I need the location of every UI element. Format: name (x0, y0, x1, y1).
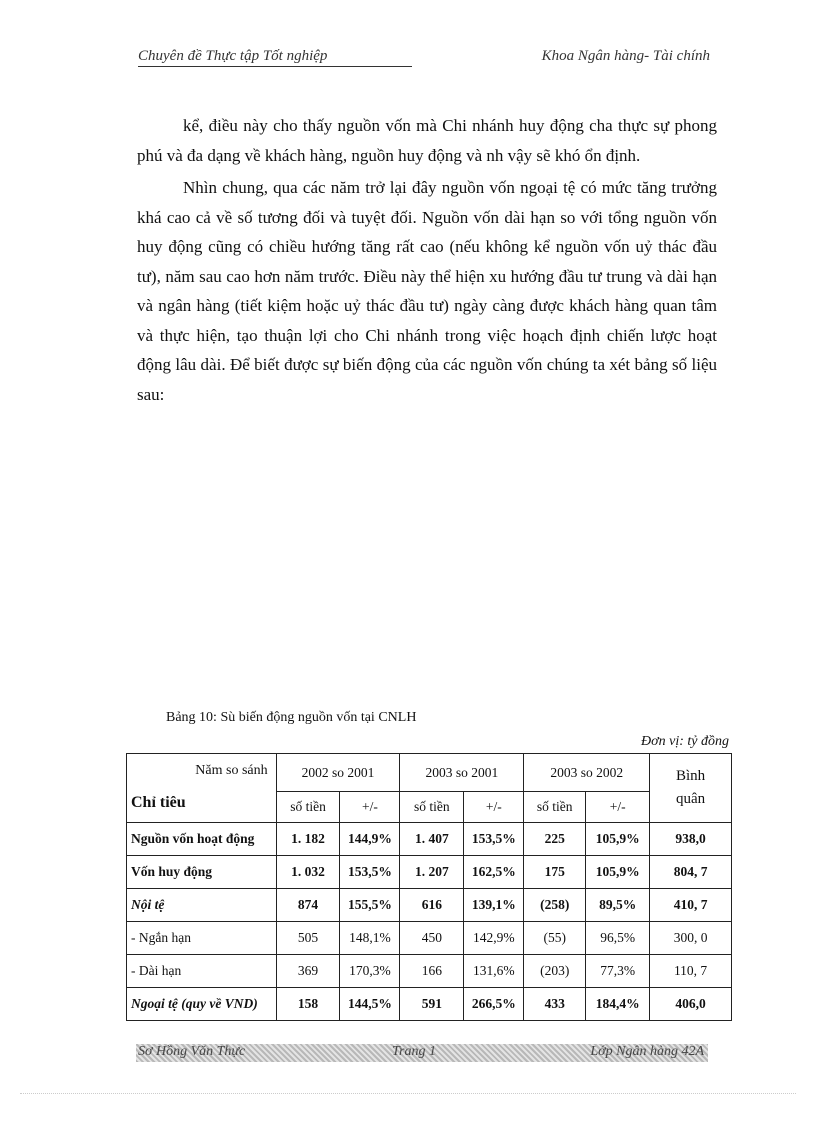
subheader-amount: số tiền (400, 792, 464, 823)
table-cell: 144,5% (340, 988, 400, 1021)
table-caption: Bảng 10: Sù biến động nguồn vốn tại CNLH (166, 710, 417, 725)
table-cell: 225 (524, 823, 586, 856)
table-cell: 1. 182 (276, 823, 340, 856)
table-cell: 110, 7 (650, 955, 732, 988)
row-label: - Dài hạn (127, 955, 277, 988)
table-cell: 153,5% (464, 823, 524, 856)
page-footer (136, 1044, 708, 1062)
table-unit: Đơn vị: tỷ đồng (641, 734, 729, 749)
table-cell: (203) (524, 955, 586, 988)
table-cell: 410, 7 (650, 889, 732, 922)
average-header-line: quân (675, 791, 706, 807)
table-row (127, 823, 732, 856)
table-cell: 591 (400, 988, 464, 1021)
table-cell: 406,0 (650, 988, 732, 1021)
table-row (127, 856, 732, 889)
average-header-line: Bình (675, 768, 706, 784)
table-cell: 148,1% (340, 922, 400, 955)
row-label: Ngoại tệ (quy về VND) (127, 988, 277, 1021)
group-header: 2003 so 2001 (400, 754, 524, 792)
table-cell: (55) (524, 922, 586, 955)
footer-author: Sơ Hồng Văn Thực (138, 1044, 246, 1059)
table-cell: 142,9% (464, 922, 524, 955)
table-cell: 175 (524, 856, 586, 889)
table-cell: 266,5% (464, 988, 524, 1021)
group-header: 2003 so 2002 (524, 754, 650, 792)
subheader-pct: +/- (464, 792, 524, 823)
table-corner-header (127, 754, 277, 823)
table-row (127, 889, 732, 922)
table-cell: 433 (524, 988, 586, 1021)
header-right-title: Khoa Ngân hàng- Tài chính (541, 48, 710, 64)
table-cell: 162,5% (464, 856, 524, 889)
subheader-amount: số tiền (276, 792, 340, 823)
footer-page-number: Trang 1 (392, 1044, 436, 1059)
table-cell: 77,3% (586, 955, 650, 988)
header-left-title: Chuyên đề Thực tập Tốt nghiệp (138, 48, 412, 67)
table-row (127, 955, 732, 988)
subheader-pct: +/- (586, 792, 650, 823)
row-label: Nguồn vốn hoạt động (127, 823, 277, 856)
table-cell: 96,5% (586, 922, 650, 955)
capital-change-table (126, 753, 732, 1021)
row-label: Nội tệ (127, 889, 277, 922)
table-cell: 369 (276, 955, 340, 988)
table-cell: 144,9% (340, 823, 400, 856)
table-row (127, 988, 732, 1021)
page-bottom-divider (20, 1093, 796, 1094)
table-cell: 505 (276, 922, 340, 955)
table-cell: 874 (276, 889, 340, 922)
table-cell: 139,1% (464, 889, 524, 922)
subheader-amount: số tiền (524, 792, 586, 823)
table-cell: 300, 0 (650, 922, 732, 955)
table-cell: 166 (400, 955, 464, 988)
page-header (138, 48, 710, 70)
table-cell: 153,5% (340, 856, 400, 889)
table-cell: 131,6% (464, 955, 524, 988)
corner-indicator-label: Chỉ tiêu (131, 794, 186, 811)
body-text (137, 111, 717, 409)
table-cell: 1. 207 (400, 856, 464, 889)
average-header (650, 754, 732, 823)
corner-year-label: Năm so sánh (195, 763, 268, 778)
table-cell: 804, 7 (650, 856, 732, 889)
table-cell: 1. 032 (276, 856, 340, 889)
subheader-pct: +/- (340, 792, 400, 823)
table-cell: 89,5% (586, 889, 650, 922)
table-cell: 1. 407 (400, 823, 464, 856)
table-cell: 170,3% (340, 955, 400, 988)
table-cell: 184,4% (586, 988, 650, 1021)
row-label: Vốn huy động (127, 856, 277, 889)
table-cell: 105,9% (586, 823, 650, 856)
paragraph-2: Nhìn chung, qua các năm trở lại đây nguồn vốn ngoại tệ có mức tăng trưởng khá cao cả về số tương đối và tuyệt đối. Nguồn vốn dài hạn so với tổng nguồn vốn huy động cũng có chiều hướng tăng rất cao (nếu không kể nguồn vốn uỷ thác đầu tư), năm sau cao hơn năm trước. Điều này thể hiện xu hướng đầu tư trung và dài hạn và ngân hàng (tiết kiệm hoặc uỷ thác đầu tư) ngày càng được khách hàng quan tâm và thực hiện, tạo thuận lợi cho Chi nhánh trong việc hoạch định chiến lược hoạt động lâu dài. Để biết được sự biến động của các nguồn vốn chúng ta xét bảng số liệu sau: (137, 178, 717, 404)
table-row (127, 922, 732, 955)
paragraph-1: kể, điều này cho thấy nguồn vốn mà Chi nhánh huy động cha thực sự phong phú và đa dạng về khách hàng, nguồn huy động và nh vậy sẽ khó ổn định. (137, 116, 717, 165)
row-label: - Ngắn hạn (127, 922, 277, 955)
table-cell: 938,0 (650, 823, 732, 856)
footer-class: Lớp Ngân hàng 42A (590, 1044, 704, 1059)
table-cell: (258) (524, 889, 586, 922)
table-cell: 155,5% (340, 889, 400, 922)
group-header: 2002 so 2001 (276, 754, 400, 792)
table-cell: 616 (400, 889, 464, 922)
table-cell: 158 (276, 988, 340, 1021)
table-cell: 450 (400, 922, 464, 955)
table-cell: 105,9% (586, 856, 650, 889)
